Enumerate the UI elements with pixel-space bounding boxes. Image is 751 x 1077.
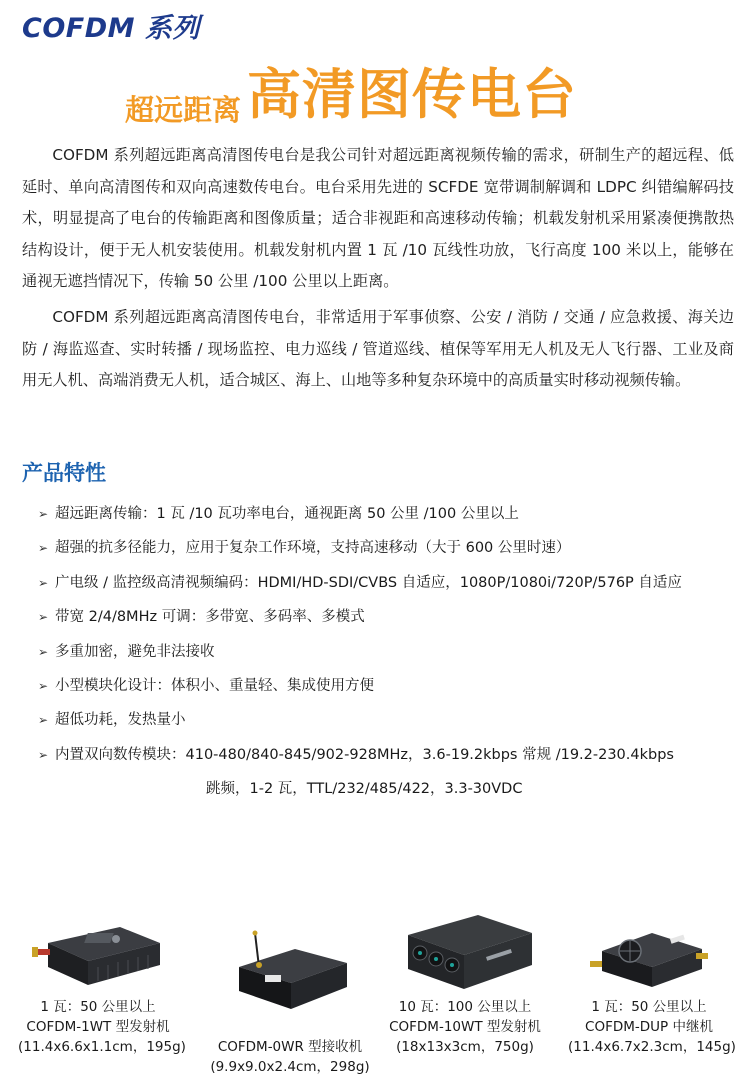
arrow-bullet-icon: ➢ xyxy=(38,575,49,590)
arrow-bullet-icon: ➢ xyxy=(38,610,49,625)
product-power-range: 1 瓦：50 公里以上 xyxy=(591,999,707,1015)
feature-item xyxy=(38,497,738,531)
product-model: COFDM-DUP 中继机 xyxy=(585,1019,713,1035)
feature-text: 多重加密，避免非法接收 xyxy=(55,643,215,660)
transmitter-10w-device-icon xyxy=(390,905,540,997)
series-title: COFDM 系列 xyxy=(22,13,200,44)
product-card xyxy=(380,905,550,1057)
headline-subtitle: 超远距离 xyxy=(125,93,242,127)
feature-item xyxy=(38,531,738,565)
feature-text: 小型模块化设计：体积小、重量轻、集成使用方便 xyxy=(55,677,374,694)
product-power-range xyxy=(205,1017,375,1037)
intro-text xyxy=(22,140,734,401)
arrow-bullet-icon: ➢ xyxy=(38,678,49,693)
product-card xyxy=(568,905,736,1057)
feature-continuation: 跳频，1-2 瓦，TTL/232/485/422，3.3-30VDC xyxy=(206,781,523,798)
product-photo-dup xyxy=(584,905,714,997)
arrow-bullet-icon: ➢ xyxy=(38,747,49,762)
product-card xyxy=(205,905,375,1077)
feature-text: 超低功耗，发热量小 xyxy=(55,712,186,729)
headline-title: 高清图传电台 xyxy=(247,63,578,126)
product-model: COFDM-0WR 型接收机 xyxy=(217,1039,363,1055)
arrow-bullet-icon: ➢ xyxy=(38,541,49,556)
feature-text: 超远距离传输：1 瓦 /10 瓦功率电台，通视距离 50 公里 /100 公里以上 xyxy=(55,506,519,522)
arrow-bullet-icon: ➢ xyxy=(38,713,49,728)
receiver-device-icon xyxy=(225,905,355,1017)
product-model: COFDM-10WT 型发射机 xyxy=(389,1019,541,1035)
intro-paragraph-1: COFDM 系列超远距离高清图传电台是我公司针对超远距离视频传输的需求，研制生产的超远程、低延时、单向高清图传和双向高速数传电台。电台采用先进的 SCFDE 宽带调制解调和 LDPC 纠错编解码技术，明显提高了电台的传输距离和图像质量；适合非视距和高速移动传输；机载发射机采用紧凑便携散热结构设计，便于无人机安装使用。机载发射机内置 1 瓦 /10 瓦线性功放，飞行高度 100 米以上，能够在通视无遮挡情况下，传输 50 公里 /100 公里以上距离。 xyxy=(22,146,734,291)
product-spec: (18x13x3cm，750g) xyxy=(396,1039,534,1055)
headline xyxy=(125,52,577,129)
feature-item xyxy=(38,566,738,600)
product-spec: (11.4x6.6x1.1cm，195g) xyxy=(18,1039,186,1055)
feature-item xyxy=(38,703,738,737)
product-power-range: 1 瓦：50 公里以上 xyxy=(40,999,156,1015)
product-photo-10wt xyxy=(390,905,540,997)
repeater-device-icon xyxy=(584,905,714,997)
feature-item xyxy=(38,600,738,634)
feature-text: 内置双向数传模块：410-480/840-845/902-928MHz，3.6-19.2kbps 常规 /19.2-230.4kbps xyxy=(55,746,674,763)
feature-item xyxy=(38,738,738,772)
feature-text: 带宽 2/4/8MHz 可调：多带宽、多码率、多模式 xyxy=(55,609,365,626)
feature-item xyxy=(38,669,738,703)
product-model: COFDM-1WT 型发射机 xyxy=(26,1019,170,1035)
arrow-bullet-icon: ➢ xyxy=(38,644,49,659)
feature-item xyxy=(38,635,738,669)
product-gallery xyxy=(0,905,751,1075)
product-power-range: 10 瓦：100 公里以上 xyxy=(398,999,532,1015)
product-spec: (9.9x9.0x2.4cm，298g) xyxy=(210,1059,370,1075)
product-card xyxy=(18,905,186,1057)
arrow-bullet-icon: ➢ xyxy=(38,507,49,521)
feature-text: 广电级 / 监控级高清视频编码：HDMI/HD-SDI/CVBS 自适应，1080P/1080i/720P/576P 自适应 xyxy=(55,574,682,591)
product-photo-1wt xyxy=(28,905,168,997)
product-spec: (11.4x6.7x2.3cm，145g) xyxy=(568,1039,736,1055)
features-heading: 产品特性 xyxy=(22,461,106,485)
product-photo-0wr xyxy=(225,905,355,1017)
intro-paragraph-2: COFDM 系列超远距离高清图传电台，非常适用于军事侦察、公安 / 消防 / 交通 / 应急救援、海关边防 / 海监巡查、实时转播 / 现场监控、电力巡线 / 管道巡线、植保等军用无人机及无人飞行器、工业及商用无人机、高端消费无人机，适合城区、海上、山地等多种复杂环境中的高质量实时移动视频传输。 xyxy=(22,307,734,390)
features-list xyxy=(38,497,738,807)
feature-text: 超强的抗多径能力，应用于复杂工作环境，支持高速移动（大于 600 公里时速） xyxy=(55,540,571,557)
transmitter-device-icon xyxy=(28,905,168,997)
